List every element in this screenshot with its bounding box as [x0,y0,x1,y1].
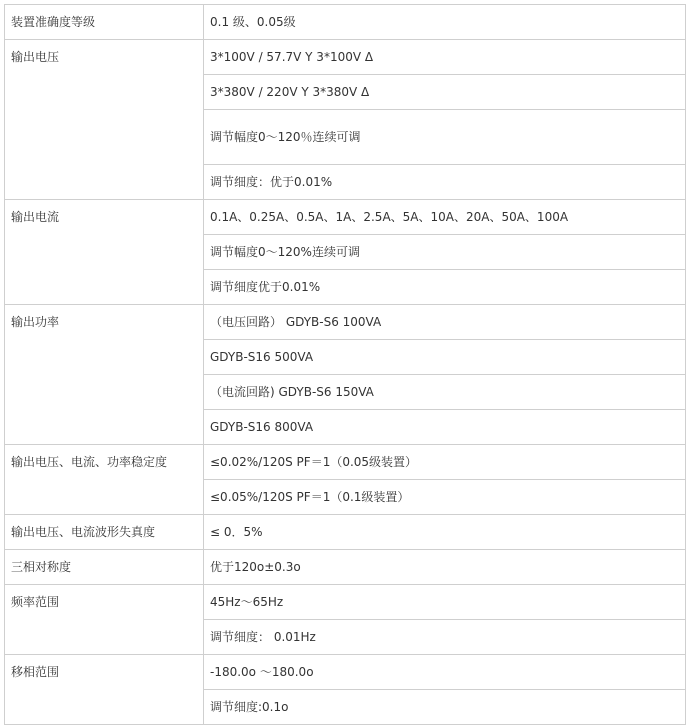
table-row [5,305,686,340]
value-cell: 优于120o±0.3o [204,550,686,585]
value-cell: 调节幅度0～120％连续可调 [204,110,686,165]
param-cell: 三相对称度 [5,550,204,585]
value-cell: -180.0o ～180.0o [204,655,686,690]
table-row [5,515,686,550]
value-cell: 45Hz～65Hz [204,585,686,620]
param-cell: 输出电压 [5,40,204,200]
value-cell: 0.1 级、0.05级 [204,5,686,40]
value-cell: 0.1A、0.25A、0.5A、1A、2.5A、5A、10A、20A、50A、100A [204,200,686,235]
param-cell: 输出电压、电流波形失真度 [5,515,204,550]
value-cell: GDYB-S16 800VA [204,410,686,445]
table-row [5,5,686,40]
spec-table [4,4,686,725]
value-cell: （电压回路） GDYB-S6 100VA [204,305,686,340]
value-cell: 调节细度： 0.01Hz [204,620,686,655]
value-cell: 调节细度:0.1o [204,690,686,725]
value-cell: 调节细度优于0.01% [204,270,686,305]
value-cell: ≤ 0．5% [204,515,686,550]
value-cell: ≤0.02%/120S PF＝1（0.05级装置） [204,445,686,480]
table-row [5,585,686,620]
value-cell: 调节细度：优于0.01% [204,165,686,200]
param-cell: 输出电压、电流、功率稳定度 [5,445,204,515]
value-cell: 3*380V / 220V Y 3*380V Δ [204,75,686,110]
table-row [5,40,686,75]
table-row [5,655,686,690]
value-cell: ≤0.05%/120S PF＝1（0.1级装置） [204,480,686,515]
table-row [5,550,686,585]
param-cell: 装置准确度等级 [5,5,204,40]
param-cell: 频率范围 [5,585,204,655]
value-cell: 3*100V / 57.7V Y 3*100V Δ [204,40,686,75]
value-cell: 调节幅度0～120%连续可调 [204,235,686,270]
value-cell: GDYB-S16 500VA [204,340,686,375]
value-cell: （电流回路) GDYB-S6 150VA [204,375,686,410]
table-row [5,445,686,480]
param-cell: 输出电流 [5,200,204,305]
param-cell: 输出功率 [5,305,204,445]
param-cell: 移相范围 [5,655,204,725]
table-row [5,200,686,235]
